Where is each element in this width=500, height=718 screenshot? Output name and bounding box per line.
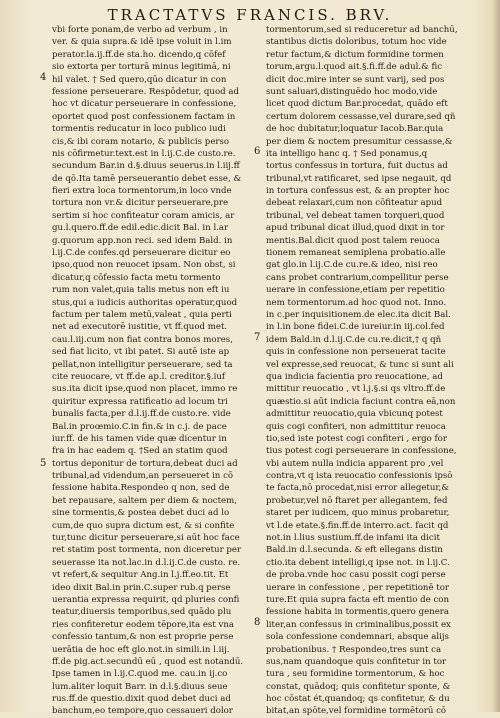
margin-number-8: 8 bbox=[254, 617, 261, 628]
text-line: constat, quādoq; quis confitetur sponte, & bbox=[266, 681, 451, 692]
margin-number-4: 4 bbox=[40, 72, 47, 83]
text-line: nis cōfirmetur.text.est in l.ij.C.de custo.re. bbox=[52, 148, 236, 159]
text-line: sus.ita dicit ipse,quod non placet, immo re bbox=[52, 384, 238, 395]
text-line: g.quorum app.non reci. sed idem Bald. in bbox=[52, 235, 233, 246]
margin-number-7: 7 bbox=[254, 332, 261, 343]
text-line: sine tormentis,& postea debet duci ad lo bbox=[52, 508, 230, 519]
text-line: ff.de pig.act.secundū eū , quod est notandū. bbox=[52, 656, 244, 667]
text-line: bunalis facta,per d.l.ij.ff.de custo.re. vide bbox=[52, 409, 231, 420]
text-line: confessio tantum,& non est proprie perse bbox=[52, 632, 234, 643]
margin-number-5: 5 bbox=[40, 458, 47, 469]
text-line: hil valet. † Sed quero,qūo dicatur in con bbox=[52, 74, 227, 85]
text-line: dicit doc.mire inter se sunt varij, sed pos bbox=[266, 74, 445, 85]
text-line: sio extorta per torturā minus legitimā, ni bbox=[52, 62, 231, 73]
text-line: tribunal,vt ratificaret, sed ipse negauit, qd bbox=[266, 173, 452, 184]
running-header: TRACTATVS FRANCIS. BRV. bbox=[107, 6, 393, 24]
left-text-column bbox=[52, 24, 252, 718]
text-line: tur,tunc dicitur perseuerare,si aūt hoc face bbox=[52, 533, 240, 544]
text-line: net ad executorē iustitie, vt ff.quod met. bbox=[52, 322, 228, 333]
text-line: bitat,an spōte,vel formidine tormētorū cō bbox=[266, 706, 447, 717]
text-line: retur factum,& dictum formidine tormen bbox=[266, 49, 444, 60]
text-line: nem tormentorum.ad hoc quod not. Inno. bbox=[266, 297, 447, 308]
text-line: tortura non vr.& dicitur perseuerare,pre bbox=[52, 198, 229, 209]
text-line: perator.la.ij.ff.de sta.ho. dicendo,q cōfef bbox=[52, 49, 226, 60]
text-line: fessione habita.Respondeo q non, sed de bbox=[52, 483, 230, 494]
text-line: te facta,nō procedat,nisi error allegetur,& bbox=[266, 483, 449, 494]
text-line: per diem & noctem presumitur cessasse,& bbox=[266, 136, 453, 147]
text-line: staret per iudicem, quo minus probaretur, bbox=[266, 508, 450, 519]
text-line: qua indicia facientia pro reuocatione, ad bbox=[266, 371, 443, 382]
text-line: ita intelligo hanc q. † Sed ponamus,q bbox=[266, 148, 428, 159]
text-line: ries confiteretur eodem tēpore,ita est vna bbox=[52, 619, 235, 630]
text-line: de hoc dubitatur,loquatur Iacob.Bar.quia bbox=[266, 124, 444, 135]
text-line: de qō.Ita tamē perseuerantio debet esse, & bbox=[52, 173, 242, 184]
text-line: fessione habita in tormentis,quero genera bbox=[266, 607, 450, 618]
text-line: l.ij.C.de confes.qd perseuerare dicitur eo bbox=[52, 248, 231, 259]
text-line: ideo dixit Bal.in prin.C.super rub.q perse bbox=[52, 582, 231, 593]
text-line: vt refert,& sequitur Ang.in l.j.ff.eo.tit. Et bbox=[52, 570, 229, 581]
text-line: dicatur,q cōfessio facta metu tormento bbox=[52, 272, 221, 283]
text-line: admittitur reuocatio,quia vbicunq potest bbox=[266, 409, 443, 420]
text-line: not.in l.lius sustium.ff.de infami ita dicit bbox=[266, 533, 440, 544]
text-line: oportet quod post confessionem factam in bbox=[52, 111, 236, 122]
margin-number-6: 6 bbox=[254, 146, 261, 157]
text-line: tortus deponitur de tortura,debeat duci ad bbox=[52, 458, 238, 469]
text-line: bet repausare, saltem per diem & noctem, bbox=[52, 495, 237, 506]
text-line: Bald.in d.l.secunda. & eft ellegans distin bbox=[266, 545, 443, 556]
text-line: probationibus. † Respondeo,tres sunt ca bbox=[266, 644, 442, 655]
text-line: cite reuocare, vt ff.de ap.l. creditor.§.iuf bbox=[52, 371, 226, 382]
text-line: gat glo.in l.ij.C.de cu.re.& ideo, nisi reo bbox=[266, 260, 438, 271]
text-line: hoc cōstat ét,quandoq; qs confitetur, & du bbox=[266, 694, 450, 705]
text-line: cans probet contrarium,compellitur perse bbox=[266, 272, 449, 283]
text-line: tionem remaneat semiplena probatio.alle bbox=[266, 248, 446, 259]
text-line: liter,an confessus in criminalibus,possit ex bbox=[266, 619, 451, 630]
text-line: tribunal, vel debeat tamen torqueri,quod bbox=[266, 210, 445, 221]
text-line: in l.in bone fidei.C.de iureiur.in iij.col.fed bbox=[266, 322, 445, 333]
text-line: lum.aliter loquit Barr. in d.l.§.diuus seue bbox=[52, 681, 228, 692]
text-line: tribunal,ad videndum,an perseueret in cō bbox=[52, 471, 234, 482]
text-line: licet quod dictum Bar.procedat, quādo eft bbox=[266, 99, 448, 110]
text-line: Bal.in proœmio.C.in fin.& in c.j. de pace bbox=[52, 421, 227, 432]
text-line: uerantia expressa requirit, qd pluries confi bbox=[52, 594, 240, 605]
text-line: ver. & quia supra.& idē ipse voluit in l.im bbox=[52, 37, 232, 48]
text-line: ret statim post tormenta, non diceretur per bbox=[52, 545, 242, 556]
text-line: tius potest cogi perseuerare in confessione, bbox=[266, 446, 457, 457]
text-line: ture.Et quia supra facta eft mentio de con bbox=[266, 594, 450, 605]
text-line: mentis.Bal.dicit quod post talem reuoca bbox=[266, 235, 440, 246]
text-line: tio,sed iste potest cogi confiteri , ergo for bbox=[266, 433, 447, 444]
text-line: fra in hac eadem q. †Sed an statim quod bbox=[52, 446, 228, 457]
text-line: vbi autem nulla indicia apparent pro ,vel bbox=[266, 458, 444, 469]
text-line: de proba.vnde hoc casu possit cogi perse bbox=[266, 570, 446, 581]
page-edge-shadow bbox=[492, 0, 500, 712]
text-line: fieri extra loca tormentorum,in loco vnde bbox=[52, 186, 232, 197]
text-line: seuerasse ita not.lac.in d.l.ij.C.de custo. re. bbox=[52, 557, 241, 568]
text-line: iur.ff. de his tamen vide quæ dicentur in bbox=[52, 433, 227, 444]
text-line: fessione perseuerare. Respōdetur, quod ad bbox=[52, 86, 239, 97]
text-line: quis in confessione non perseuerat tacite bbox=[266, 347, 446, 358]
text-line: tormentis reducatur in loco publico iudi bbox=[52, 124, 226, 135]
text-line: rum non valet,quia talis metus non eft iu bbox=[52, 285, 230, 296]
text-line: vel expresse,sed reuocat, & tunc si sunt ali bbox=[266, 359, 454, 370]
text-line: sed fiat licito, vt ibi patet. Si autē iste ap bbox=[52, 347, 230, 358]
text-line: tura , seu formidine tormentorum, & hoc bbox=[266, 669, 445, 680]
text-line: idem Bald.in d.l.ij.C.de cu.re.dicit,† q qñ bbox=[266, 334, 442, 345]
text-line: tortus confessus in tortura, fuit ductus ad bbox=[266, 161, 448, 172]
text-line: debeat relaxari,cum non cōfiteatur apud bbox=[266, 198, 443, 209]
text-line: certum dolorem cessasse,vel durare,sed qñ bbox=[266, 111, 456, 122]
text-line: sunt saluari,distinguēdo hoc modo,vide bbox=[266, 86, 438, 97]
text-line: in c.per inquisitionem.de elec.ita dicit Bal. bbox=[266, 309, 451, 320]
text-line: torum,argu.l.quod ait.§.fi.ff.de adul.& fic bbox=[266, 62, 443, 73]
text-line: tormentorum,sed si reduceretur ad banchū, bbox=[266, 25, 458, 35]
text-line: ctio.ita debent intelligi,q ipse not. in l.ij.C. bbox=[266, 557, 450, 568]
text-line: cau.l.iij.cum non fiat contra bonos mores, bbox=[52, 334, 233, 345]
text-line: teatur,diuersis temporibus,sed quādo plu bbox=[52, 607, 232, 618]
text-line: vt l.de etate.§.fin.ff.de interro.act. facit qd bbox=[266, 520, 449, 531]
text-line: rus.ff.de questio.dixit quod debet duci ad bbox=[52, 694, 231, 705]
text-line: apud tribunal dicat illud,quod dixit in tor bbox=[266, 223, 445, 234]
text-line: vbi forte ponam,de verbo ad verbum , in bbox=[52, 25, 228, 35]
text-line: ipso,quod non reuocet ipsam. Non obst, si bbox=[52, 260, 236, 271]
text-line: cis,& ibi coram notario, & publicis perso bbox=[52, 136, 230, 147]
text-line: secundum Bar.in d.§.diuus seuerus.in l.iij.ff bbox=[52, 161, 240, 172]
text-line: uerātia de hoc eft glo.not.in simili.in l.iij. bbox=[52, 644, 230, 655]
text-line: quis cogi confiteri, non admittitur reuoca bbox=[266, 421, 446, 432]
text-line: uerare in confessione,etiam per repetitio bbox=[266, 285, 445, 296]
text-line: Ipse tamen in l.ij.C.quod me. cau.in ij.co bbox=[52, 669, 228, 680]
text-line: stus,qui a iudicis authoritas operatur,quod bbox=[52, 297, 238, 308]
text-line: cum,de quo supra dictum est, & si confite bbox=[52, 520, 235, 531]
text-line: stantibus dictis doloribus, totum hoc vide bbox=[266, 37, 447, 48]
text-line: quæstio.si aūt indicia faciunt contra eā,non bbox=[266, 396, 456, 407]
right-text-column bbox=[266, 24, 466, 718]
text-line: uerare in confessione , per repetitionē tor bbox=[266, 582, 450, 593]
text-line: quiritur expressa ratificatio ad locum tri bbox=[52, 396, 228, 407]
text-line: banchum,eo tempore,quo cessaueri dolor bbox=[52, 706, 233, 717]
text-line: pellat,non intelligitur perseuerare, sed ta bbox=[52, 359, 233, 370]
text-line: sola confessione condemnari, absque alijs bbox=[266, 632, 449, 643]
text-line: in tortura confessus est, & an propter hoc bbox=[266, 186, 450, 197]
text-line: sertim si hoc confiteatur coram amicis, ar bbox=[52, 210, 235, 221]
text-line: hoc vt dicatur perseuerare in confessione, bbox=[52, 99, 237, 110]
text-line: probetur,vel nō ftaret per allegantem, fed bbox=[266, 495, 448, 506]
text-line: factum per talem metū,valeat , quia perti bbox=[52, 309, 232, 320]
text-line: mittitur reuocatio , vt l.j.§.si qs vltro.ff.de bbox=[266, 384, 446, 395]
text-line: sus,nam quandoque quis confitetur in tor bbox=[266, 656, 447, 667]
text-line: contra,vt q ista reuocatio confessionis ipsō bbox=[266, 471, 453, 482]
text-line: gu.l.quero.ff.de edil.edic.dicit Bal. in l.ar bbox=[52, 223, 229, 234]
